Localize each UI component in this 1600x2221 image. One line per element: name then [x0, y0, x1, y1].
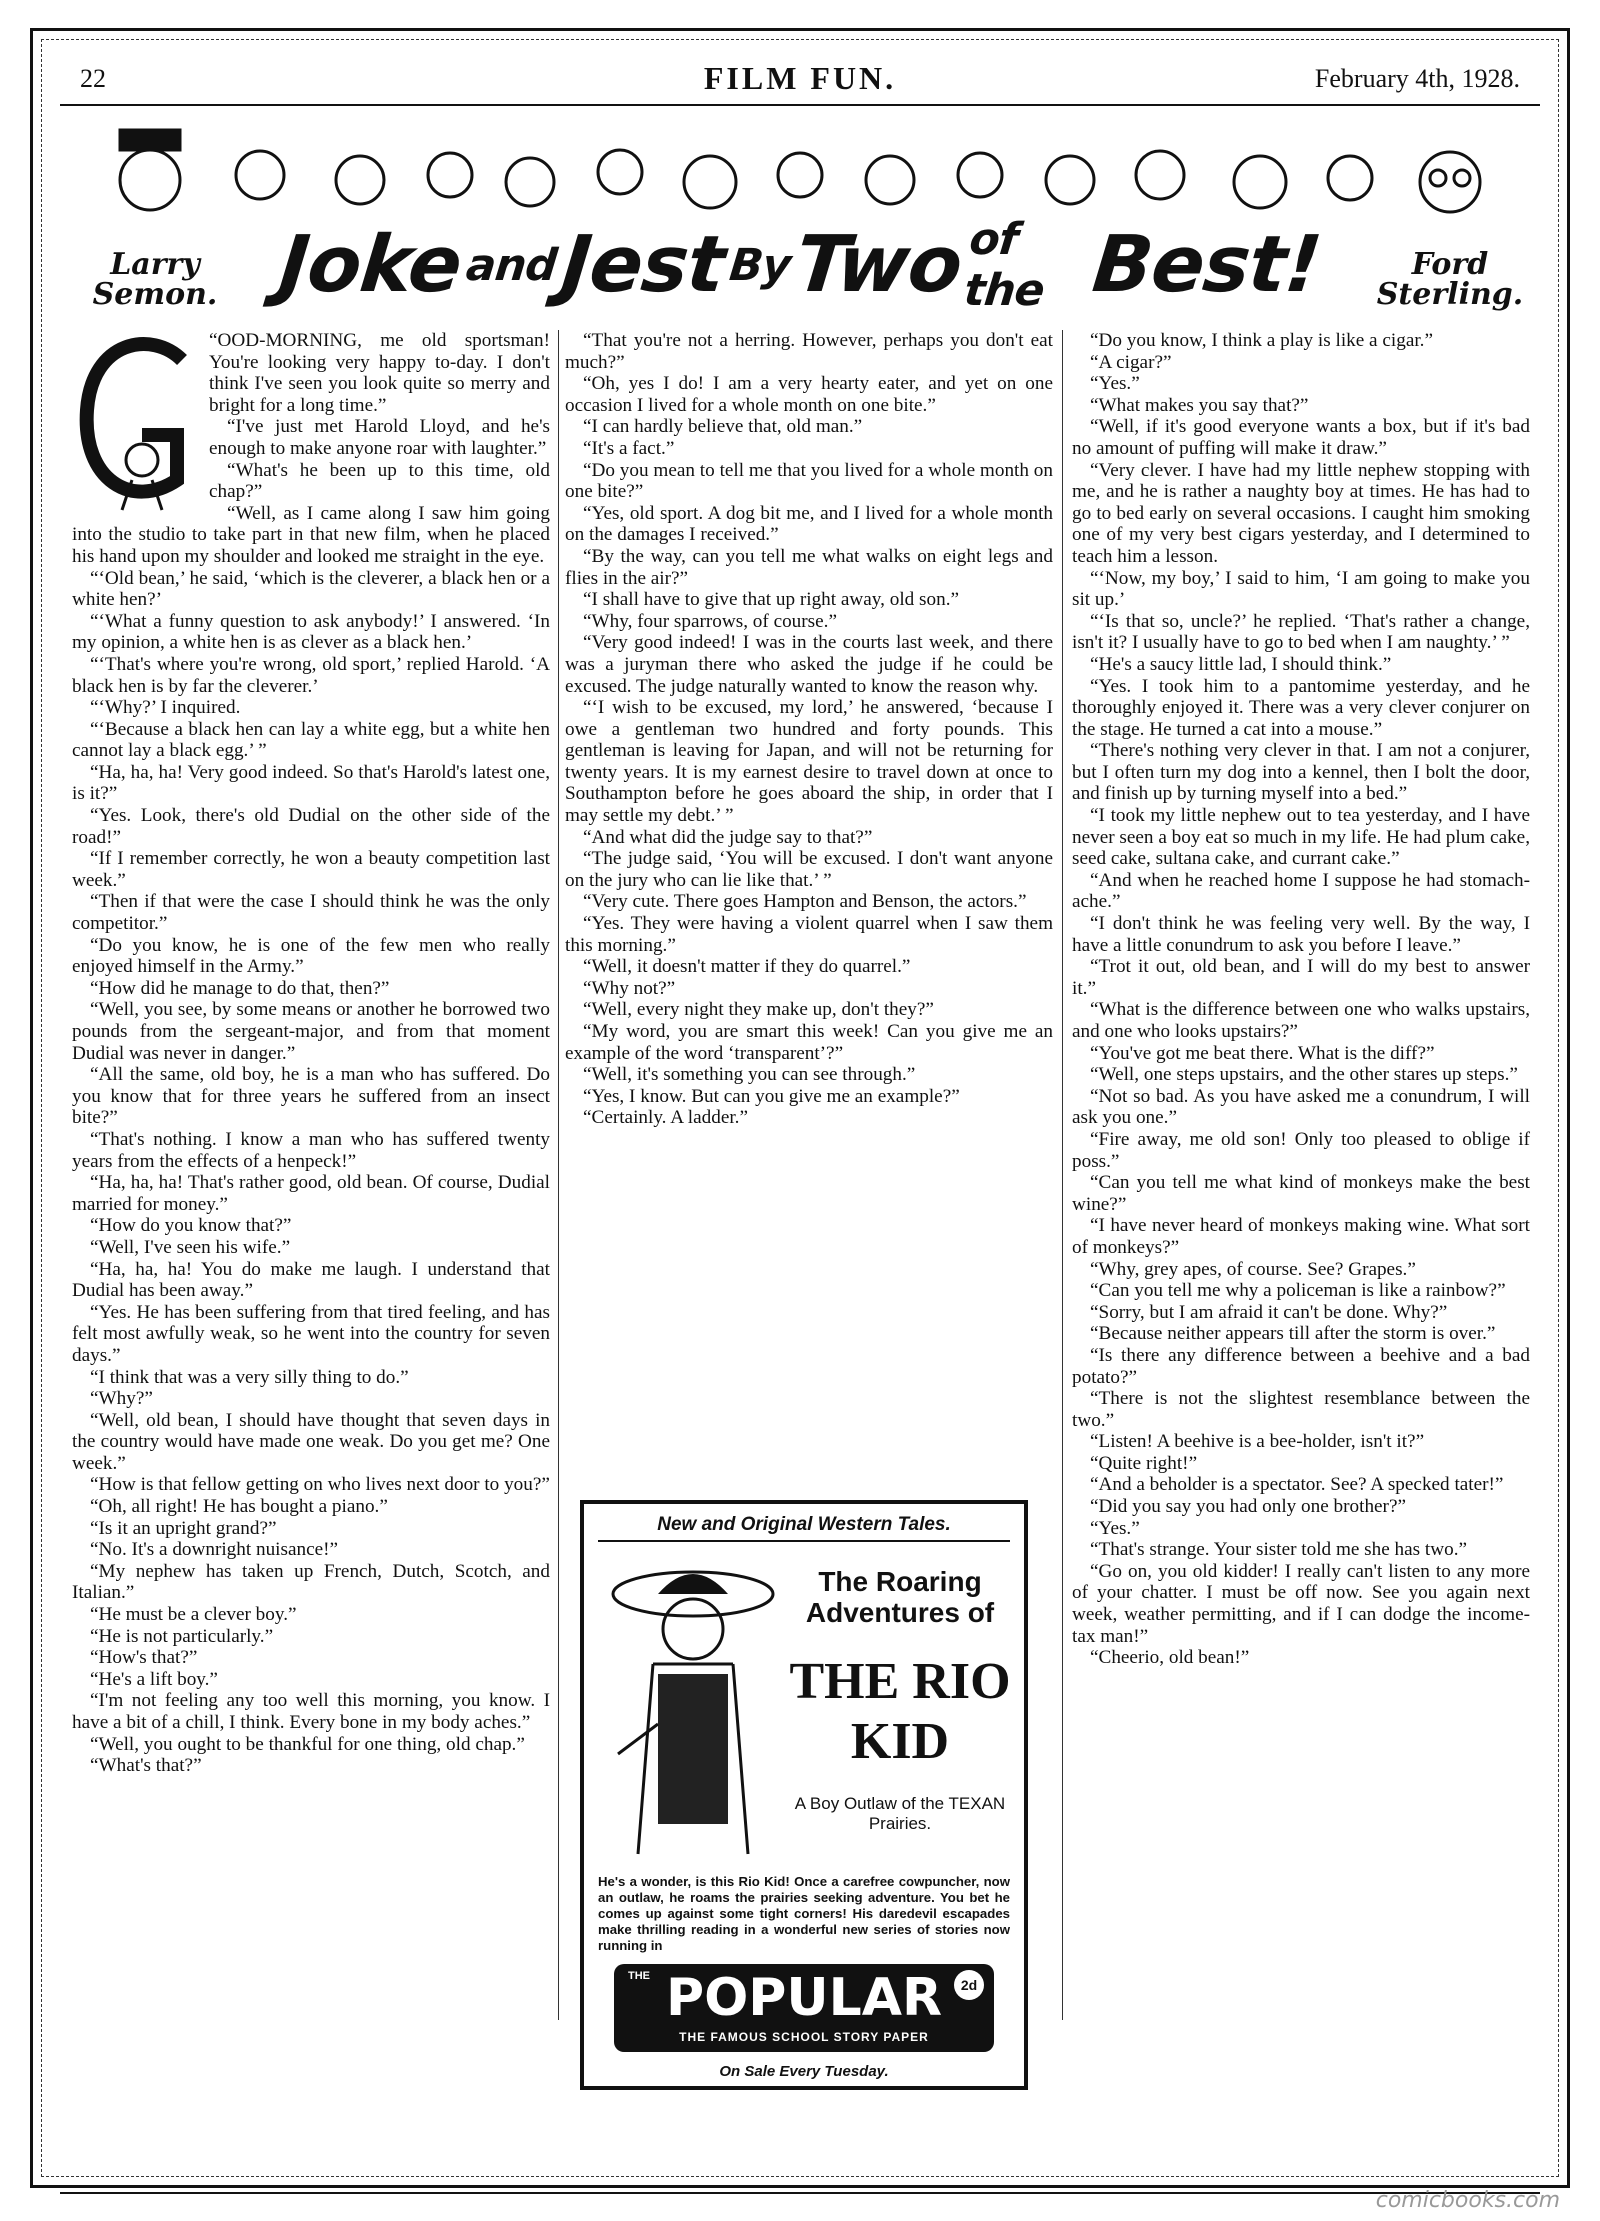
joke-paragraph: “Well, it's something you can see through.” [583, 1064, 916, 1086]
joke-paragraph: “Can you tell me what kind of monkeys make the best wine?” [1072, 1172, 1530, 1215]
joke-paragraph: “He must be a clever boy.” [90, 1604, 297, 1626]
joke-paragraph: “‘Why?’ I inquired. [90, 697, 241, 719]
ad-blurb: He's a wonder, is this Rio Kid! Once a carefree cowpuncher, now an outlaw, he roams the prairies seeking adventure. You bet he comes up against some tight corners! His daredevil escapades make thrilling reading in a wonderful new series of stories now running in [598, 1874, 1010, 1953]
joke-paragraph: “Trot it out, old bean, and I will do my best to answer it.” [1072, 956, 1530, 999]
column-separator [1062, 330, 1063, 2020]
joke-paragraph: “It's a fact.” [583, 437, 675, 459]
joke-paragraph: “Yes. Look, there's old Dudial on the other side of the road!” [72, 805, 550, 848]
ad-rio-kid-title: THE RIO KID [789, 1653, 1011, 1770]
drop-cap-g-illustration [72, 330, 197, 520]
ford-sterling-credit: Ford Sterling. [1376, 247, 1524, 312]
joke-paragraph: “My word, you are smart this week! Can you give me an example of the word ‘transparent’?” [565, 1021, 1053, 1064]
column-separator [558, 330, 559, 2020]
joke-paragraph: “Very clever. I have had my little nephew stopping with me, and he is rather a naughty boy at times. He has had to go to bed early on several occasions. I caught him smoking one of my very best cigars yesterday, and I determined to teach him a lesson. [1072, 459, 1530, 567]
cowboy-illustration [598, 1554, 778, 1864]
joke-paragraph: “A cigar?” [1090, 351, 1172, 373]
joke-paragraph: “That you're not a herring. However, perhaps you don't eat much?” [565, 330, 1053, 373]
joke-paragraph: “‘Because a black hen can lay a white egg, but a white hen cannot lay a black egg.’ ” [72, 718, 550, 762]
joke-paragraph: “Well, one steps upstairs, and the other stares up steps.” [1090, 1064, 1518, 1086]
joke-paragraph: “There's nothing very clever in that. I am not a conjurer, but I often turn my dog into a kennel, then I bolt the door, and finish up by turning myself into a bed.” [1072, 740, 1530, 805]
joke-paragraph: “Do you know, I think a play is like a cigar.” [1090, 330, 1433, 351]
joke-paragraph: “I think that was a very silly thing to do.” [90, 1366, 409, 1388]
joke-paragraph: “Is it an upright grand?” [90, 1517, 277, 1539]
joke-paragraph: “There is not the slightest resemblance between the two.” [1072, 1388, 1530, 1431]
popular-logo [614, 1964, 994, 2052]
joke-paragraph: “Listen! A beehive is a bee-holder, isn't it?” [1090, 1431, 1425, 1453]
joke-paragraph: “Certainly. A ladder.” [583, 1107, 748, 1129]
headline-of-the: of the [961, 214, 1047, 316]
joke-paragraph: “Then if that were the case I should think he was the only competitor.” [72, 891, 550, 935]
joke-paragraph: “Do you mean to tell me that you lived for a whole month on one bite?” [565, 459, 1053, 503]
ad-tagline: New and Original Western Tales. [598, 1514, 1010, 1542]
joke-paragraph: “Yes. He has been suffering from that tired feeling, and has felt most awfully weak, so he went into the country for seven days.” [72, 1301, 550, 1366]
joke-paragraph: “He's a lift boy.” [90, 1668, 218, 1690]
article-column-2 [565, 330, 1053, 1129]
rio-kid-advertisement [580, 1500, 1028, 2090]
ad-outlaw-subtitle: A Boy Outlaw of the TEXAN Prairies. [794, 1794, 1006, 1833]
joke-paragraph: “Why, grey apes, of course. See? Grapes.” [1090, 1258, 1416, 1280]
footer-rule [60, 2192, 1540, 2194]
joke-paragraph: “Not so bad. As you have asked me a conundrum, I will ask you one.” [1072, 1085, 1530, 1129]
headline-jest: Jest [557, 220, 729, 310]
joke-paragraph: “And what did the judge say to that?” [583, 826, 873, 848]
article-column-3 [1072, 330, 1530, 1669]
joke-paragraph: “Oh, yes I do! I am a very hearty eater, and yet on one occasion I lived for a whole month on one bite.” [565, 373, 1053, 416]
joke-paragraph: “How do you know that?” [90, 1215, 292, 1237]
header-rule [60, 104, 1540, 106]
joke-paragraph: “What is the difference between one who walks upstairs, and one who looks upstairs?” [1072, 999, 1530, 1042]
ad-on-sale: On Sale Every Tuesday. [719, 2063, 889, 2080]
joke-paragraph: “All the same, old boy, he is a man who has suffered. Do you know that for three years he suffered from an insect bite?” [72, 1064, 550, 1129]
joke-paragraph: “I can hardly believe that, old man.” [583, 416, 863, 438]
joke-paragraph: “Yes, I know. But can you give me an example?” [583, 1085, 960, 1107]
joke-paragraph: “‘That's where you're wrong, old sport,’ replied Harold. ‘A black hen is by far the cleverer.’ [72, 653, 550, 697]
joke-paragraph: “I shall have to give that up right away, old son.” [583, 589, 960, 611]
joke-paragraph: “And a beholder is a spectator. See? A specked tater!” [1090, 1474, 1504, 1496]
joke-paragraph: “The judge said, ‘You will be excused. I don't want anyone on the jury who can lie like that.’ ” [565, 848, 1053, 891]
joke-paragraph: “My nephew has taken up French, Dutch, Scotch, and Italian.” [72, 1560, 550, 1604]
joke-paragraph: “OOD-MORNING, me old sportsman! You're looking very happy to-day. I don't think I've seen you look quite so merry and bright for a long time.” [209, 330, 550, 416]
joke-paragraph: “If I remember correctly, he won a beauty competition last week.” [72, 848, 550, 891]
title-banner [60, 120, 1540, 320]
joke-paragraph: “Well, as I came along I saw him going into the studio to take part in that new film, when he placed his hand upon my shoulder and looked me straight in the eye. [72, 502, 550, 567]
joke-paragraph: “Well, you ought to be thankful for one thing, old chap.” [90, 1733, 525, 1755]
headline-joke: Joke [275, 220, 466, 310]
price-badge: 2d [954, 1970, 984, 2000]
watermark: comicbooks.com [1375, 2188, 1560, 2213]
joke-paragraph: “How did he manage to do that, then?” [90, 977, 390, 999]
issue-date: February 4th, 1928. [1314, 64, 1520, 93]
popular-title: POPULAR [665, 1968, 943, 2028]
joke-paragraph: “Oh, all right! He has bought a piano.” [90, 1496, 388, 1518]
joke-paragraph: “What's that?” [90, 1755, 202, 1777]
banner-headline [274, 210, 1326, 320]
joke-paragraph: “Why?” [90, 1388, 153, 1410]
joke-paragraph: “What's he been up to this time, old chap?” [209, 459, 550, 503]
magazine-title: FILM FUN. [703, 60, 897, 96]
joke-paragraph: “‘Old bean,’ he said, ‘which is the cleverer, a black hen or a white hen?’ [72, 567, 550, 611]
joke-paragraph: “Go on, you old kidder! I really can't listen to any more of your chatter. I must be off now. See you again next week, weather permitting, and if I can dodge the income-tax man!” [1072, 1560, 1530, 1647]
joke-paragraph: “‘I wish to be excused, my lord,’ he answered, ‘because I owe a gentleman two hundred and forty pounds. This gentleman is leaving for Japan, and will not be returning for twenty years. It is my earnest desire to travel down at once to Southampton before he goes aboard the ship, in order that I may settle my debt.’ ” [565, 697, 1053, 827]
joke-paragraph: “Very cute. There goes Hampton and Benson, the actors.” [583, 891, 1027, 913]
joke-paragraph: “Did you say you had only one brother?” [1090, 1496, 1406, 1518]
joke-paragraph: “I don't think he was feeling very well. By the way, I have a little conundrum to ask you before I leave.” [1072, 913, 1530, 956]
joke-paragraph: “Well, if it's good everyone wants a box, but if it's bad no amount of puffing will make it draw.” [1072, 416, 1530, 459]
joke-paragraph: “Well, old bean, I should have thought that seven days in the country would have made one weak. Do you get me? One week.” [72, 1409, 550, 1474]
joke-paragraph: “Because neither appears till after the storm is over.” [1090, 1323, 1496, 1345]
joke-paragraph: “Well, every night they make up, don't they?” [583, 999, 934, 1021]
joke-paragraph: “Yes.” [1090, 373, 1140, 395]
joke-paragraph: “Very good indeed! I was in the courts last week, and there was a juryman there who asked the judge if he could be excused. The judge naturally wanted to know the reason why. [565, 632, 1053, 697]
joke-paragraph: “How's that?” [90, 1647, 198, 1669]
joke-paragraph: “That's nothing. I know a man who has suffered twenty years from the effects of a henpeck!” [72, 1128, 550, 1172]
joke-paragraph: “I've just met Harold Lloyd, and he's enough to make anyone roar with laughter.” [209, 416, 550, 459]
joke-paragraph: “Do you know, he is one of the few men who really enjoyed himself in the Army.” [72, 934, 550, 978]
joke-paragraph: “Can you tell me why a policeman is like a rainbow?” [1090, 1280, 1506, 1302]
joke-paragraph: “He is not particularly.” [90, 1625, 274, 1647]
joke-paragraph: “‘What a funny question to ask anybody!’ I answered. ‘In my opinion, a white hen is as clever as a black hen.’ [72, 610, 550, 654]
joke-paragraph: “Ha, ha, ha! You do make me laugh. I understand that Dudial has been away.” [72, 1258, 550, 1302]
joke-paragraph: “No. It's a downright nuisance!” [90, 1539, 339, 1561]
headline-and: and [463, 239, 559, 291]
joke-paragraph: “I took my little nephew out to tea yesterday, and I have never seen a boy eat so much in my life. He had plum cake, seed cake, sultana cake, and currant cake.” [1072, 805, 1530, 870]
joke-paragraph: “You've got me beat there. What is the diff?” [1090, 1042, 1435, 1064]
joke-paragraph: “Cheerio, old bean!” [1090, 1647, 1250, 1669]
joke-paragraph: “How is that fellow getting on who lives next door to you?” [90, 1474, 550, 1496]
popular-school-tagline: THE FAMOUS SCHOOL STORY PAPER [679, 2030, 929, 2044]
headline-best: Best! [1088, 220, 1325, 310]
joke-paragraph: “Ha, ha, ha! Very good indeed. So that's Harold's latest one, is it?” [72, 761, 550, 805]
joke-paragraph: “I'm not feeling any too well this morning, you know. I have a bit of a chill, I think. Every bone in my body aches.” [72, 1690, 550, 1733]
joke-paragraph: “And when he reached home I suppose he had stomach-ache.” [1072, 869, 1530, 913]
joke-paragraph: “‘Now, my boy,’ I said to him, ‘I am going to make you sit up.’ [1072, 567, 1530, 611]
joke-paragraph: “I have never heard of monkeys making wine. What sort of monkeys?” [1072, 1215, 1530, 1258]
joke-paragraph: “Well, I've seen his wife.” [90, 1236, 291, 1258]
headline-by: By [727, 239, 793, 291]
joke-paragraph: “‘Is that so, uncle?’ he replied. ‘That's rather a change, isn't it? I usually have to go to bed when I am naughty.’ ” [1072, 610, 1530, 654]
joke-paragraph: “Well, you see, by some means or another he borrowed two pounds from the sergeant-major, and from that moment Dudial was never in danger.” [72, 999, 550, 1064]
joke-paragraph: “Fire away, me old son! Only too pleased to oblige if poss.” [1072, 1128, 1530, 1172]
joke-paragraph: “Yes. They were having a violent quarrel when I saw them this morning.” [565, 913, 1053, 956]
joke-paragraph: “Yes. I took him to a pantomime yesterday, and he thoroughly enjoyed it. There was a very clever conjurer on the stage. He turned a cat into a mouse.” [1072, 675, 1530, 740]
joke-paragraph: “Yes.” [1090, 1517, 1140, 1539]
joke-paragraph: “Is there any difference between a beehive and a bad potato?” [1072, 1344, 1530, 1388]
larry-semon-credit: Larry Semon. [92, 247, 218, 312]
joke-paragraph: “He's a saucy little lad, I should think.” [1090, 653, 1392, 675]
joke-paragraph: “By the way, can you tell me what walks on eight legs and flies in the air?” [565, 545, 1053, 589]
joke-paragraph: “What makes you say that?” [1090, 394, 1309, 416]
joke-paragraph: “Why not?” [583, 977, 676, 999]
ad-roaring-adventures: The Roaring Adventures of [805, 1566, 995, 1628]
headline-two: Two [791, 220, 966, 310]
joke-paragraph: “Why, four sparrows, of course.” [583, 610, 837, 632]
page-number: 22 [80, 64, 106, 93]
joke-paragraph: “Sorry, but I am afraid it can't be done. Why?” [1090, 1301, 1448, 1323]
joke-paragraph: “Ha, ha, ha! That's rather good, old bean. Of course, Dudial married for money.” [72, 1172, 550, 1215]
popular-the: THE [628, 1970, 650, 1982]
joke-paragraph: “Well, it doesn't matter if they do quarrel.” [583, 956, 911, 978]
joke-paragraph: “Quite right!” [1090, 1452, 1198, 1474]
page-header [70, 60, 1530, 100]
joke-paragraph: “That's strange. Your sister told me she has two.” [1090, 1539, 1468, 1561]
joke-paragraph: “Yes, old sport. A dog bit me, and I lived for a whole month on the damages I received.” [565, 502, 1053, 546]
article-column-1 [72, 330, 550, 1777]
